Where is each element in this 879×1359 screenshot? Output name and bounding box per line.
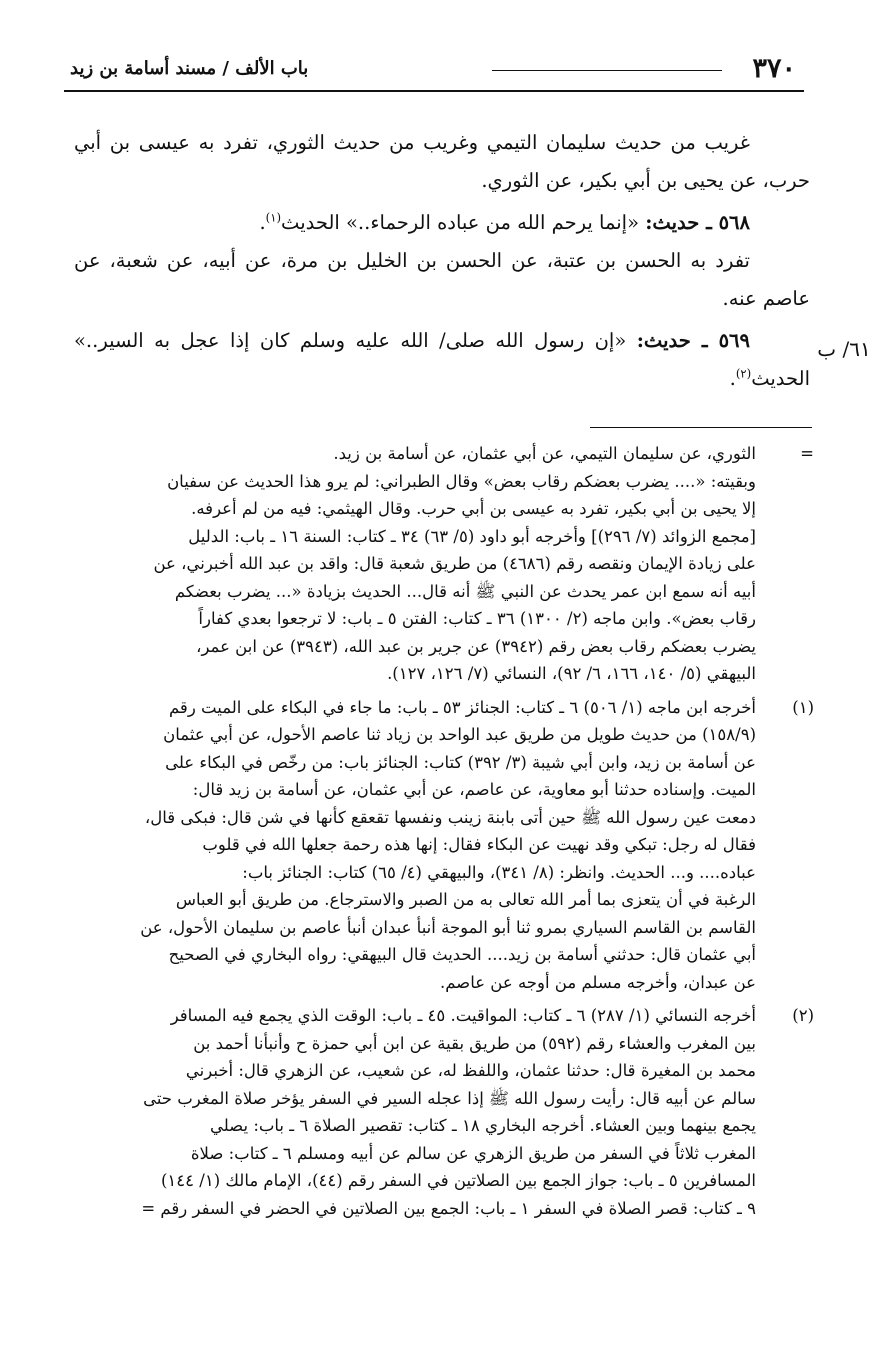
footnote-line: أخرجه النسائي (١/ ٢٨٧) ٦ ـ كتاب: المواقيت. ٤٥ ـ باب: الوقت الذي يجمع فيه المسافر: [170, 1006, 756, 1025]
footnote-line: أبي عثمان قال: حدثني أسامة بن زيد.... الحديث قال البيهقي: رواه البخاري في الصحيح: [168, 945, 756, 964]
footnote-line: المغرب ثلاثاً في السفر من طريق الزهري عن سالم عن أبيه ومسلم ٦ ـ كتاب: صلاة: [190, 1143, 756, 1163]
hadith-text: «إنما يرحم الله من عباده الرحماء..» الحديث: [281, 211, 640, 234]
footnote-line: يضرب بعضكم رقاب بعض رقم (٣٩٤٢) عن جرير بن عبد الله، (٣٩٤٣) عن ابن عمر،: [196, 636, 756, 656]
footnote-line: البيهقي (٥/ ١٤٠، ١٦٦، ٦/ ٩٢)، النسائي (٧/ ١٢٦، ١٢٧).: [387, 664, 756, 683]
hadith-number: ٥٦٨ ـ حديث:: [645, 211, 750, 234]
footnotes: [64, 440, 814, 1228]
footnote-line: بين المغرب والعشاء رقم (٥٩٢) من طريق بقية عن ابن أبي حمزة ح وأنبأنا أحمد بن: [193, 1033, 756, 1053]
footnote-line: الثوري، عن سليمان التيمي، عن أبي عثمان، عن أسامة بن زيد.: [333, 444, 756, 463]
footnote-line: يجمع بينهما وبين العشاء. أخرجه البخاري ١٨ ـ كتاب: تقصير الصلاة ٦ ـ باب: يصلي: [209, 1116, 756, 1135]
paragraph-2: تفرد به الحسن بن عتبة، عن الحسن بن الخليل بن مرة، عن أبيه، عن شعبة، عن عاصم عنه.: [74, 249, 810, 310]
footnote-2: [64, 1002, 814, 1222]
footnote-mark: (٢): [792, 1006, 814, 1025]
running-header: [64, 46, 804, 92]
footnote-line: فقال له رجل: تبكي وقد نهيت عن البكاء فقال: إنها هذه رحمة جعلها الله في قلوب: [202, 835, 756, 854]
footnote-line: ٩ ـ كتاب: قصر الصلاة في السفر ١ ـ باب: الجمع بين الصلاتين في الحضر في السفر رقم =: [141, 1198, 756, 1218]
footnote-separator: [590, 427, 812, 428]
footnote-line: أخرجه ابن ماجه (١/ ٥٠٦) ٦ ـ كتاب: الجنائز ٥٣ ـ باب: ما جاء في البكاء على الميت رقم: [168, 697, 756, 717]
footnote-line: إلا يحيى بن أبي بكير، تفرد به عيسى بن أبي حرب. وقال الهيثمي: فيه من لم أعرفه.: [191, 499, 756, 518]
footnote-line: عن أسامة بن زيد، وابن أبي شيبة (٣/ ٣٩٢) كتاب: الجنائز باب: من رخّص في البكاء على: [165, 752, 756, 772]
header-dash-line: [492, 70, 722, 71]
footnote-line: سالم عن أبيه قال: رأيت رسول الله ﷺ إذا عجله السير في السفر يؤخر صلاة المغرب حتى: [143, 1088, 756, 1108]
footnote-line: (١٥٨/٩) من حديث طويل من طريق عبد الواحد بن زياد ثنا عاصم الأحول، عن أبي عثمان: [163, 725, 756, 744]
footnote-line: المسافرين ٥ ـ باب: جواز الجمع بين الصلاتين في السفر رقم (٤٤)، الإمام مالك (١/ ١٤٤): [160, 1171, 756, 1190]
hadith-end: .: [729, 367, 736, 390]
footnote-ref: (٢): [735, 366, 752, 381]
footnote-line: دمعت عين رسول الله ﷺ حين أتى بابنة زينب ونفسها تقعقع كأنها في شن قال: فبكى قال،: [144, 807, 756, 827]
paragraph-1: غريب من حديث سليمان التيمي وغريب من حديث الثوري، تفرد به عيسى بن أبي حرب، عن يحيى بن أبي بكير، عن الثوري.: [74, 131, 810, 192]
main-text: [74, 124, 810, 398]
footnote-line: محمد بن المغيرة قال: حدثنا عثمان، واللفظ له، عن شعيب، عن الزهري قال: أخبرني: [185, 1061, 756, 1080]
footnote-line: عباده.... و... الحديث. وانظر: (٨/ ٣٤١)، والبيهقي (٤/ ٦٥) كتاب: الجنائز باب:: [242, 862, 756, 882]
page-number: ٣٧٠: [752, 53, 796, 84]
hadith-number: ٥٦٩ ـ حديث:: [636, 329, 750, 352]
footnote-line: [مجمع الزوائد (٧/ ٢٩٦)] وأخرجه أبو داود (٥/ ٦٣) ٣٤ ـ كتاب: السنة ١٦ ـ باب: الدليل: [188, 526, 756, 546]
footnote-ref: (١): [265, 210, 282, 225]
footnote-line: الميت. وإسناده حدثنا أبو معاوية، عن عاصم، عن أبي عثمان، عن أسامة بن زيد قال:: [192, 780, 756, 799]
footnote-line: على زيادة الإيمان ونقصه رقم (٤٦٨٦) من طريق شعبة قال: واقد بن عبد الله أخبرني، عن: [153, 554, 756, 573]
footnote-line: رقاب بعض». وابن ماجه (٢/ ١٣٠٠) ٣٦ ـ كتاب: الفتن ٥ ـ باب: لا ترجعوا بعدي كفاراً: [198, 609, 756, 628]
folio-margin-note: ٦١/ ب: [817, 337, 871, 361]
hadith-end: .: [259, 211, 266, 234]
footnote-line: الرغبة في أن يتعزى بما أمر الله تعالى به من الصبر والاسترجاع. من طريق أبو العباس: [175, 890, 756, 909]
footnote-line: عن عبدان، وأخرجه مسلم من أوجه عن عاصم.: [439, 972, 756, 992]
hadith-568: [74, 204, 810, 242]
chapter-title: باب الألف / مسند أسامة بن زيد: [70, 58, 309, 79]
footnote-1: [64, 694, 814, 997]
footnote-continuation: [64, 440, 814, 688]
footnote-line: القاسم بن القاسم السياري بمرو ثنا أبو الموجة أنبأ عبدان أنبأ عاصم بن سليمان الأحول، عن: [140, 917, 756, 937]
footnote-line: أبيه أنه سمع ابن عمر يحدث عن النبي ﷺ أنه قال... الحديث بزيادة «... يضرب بعضكم: [174, 581, 756, 601]
footnote-line: وبقيته: «.... يضرب بعضكم رقاب بعض» وقال الطبراني: لم يرو هذا الحديث عن سفيان: [167, 471, 756, 491]
hadith-569: [74, 322, 810, 398]
hadith-text: «إن رسول الله صلى/ الله عليه وسلم كان إذا عجل به السير..» الحديث: [74, 329, 810, 390]
footnote-mark: =: [800, 444, 814, 463]
footnote-mark: (١): [792, 697, 814, 717]
